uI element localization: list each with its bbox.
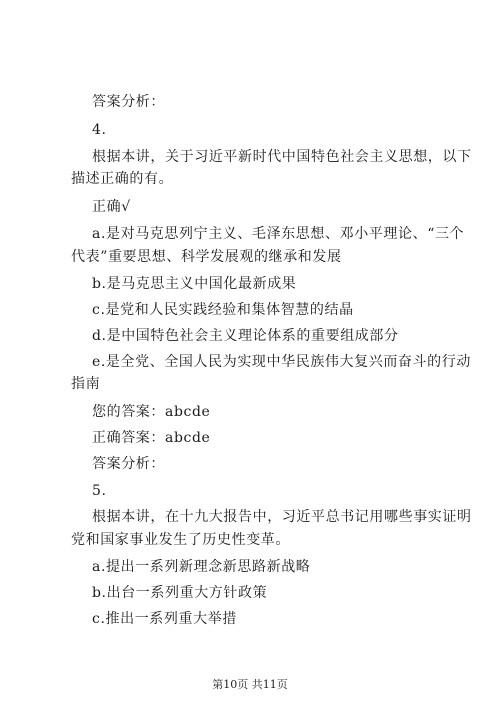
option-e-line-2: 指南 bbox=[71, 376, 101, 392]
option-a-line-1: a.是对马克思列宁主义、毛泽东思想、邓小平理论、“三个 bbox=[92, 226, 465, 242]
question-4-text-line-1: 根据本讲，关于习近平新时代中国特色社会主义思想，以下 bbox=[92, 149, 472, 165]
option-a-line-2: 代表”重要思想、科学发展观的继承和发展 bbox=[71, 249, 342, 265]
option-d: d.是中国特色社会主义理论体系的重要组成部分 bbox=[92, 328, 399, 344]
question-number-5: 5. bbox=[92, 483, 107, 499]
question-number-4: 4. bbox=[92, 122, 107, 138]
q5-option-b: b.出台一系列重大方针政策 bbox=[92, 585, 268, 601]
question-5-text-line-1: 根据本讲，在十九大报告中，习近平总书记用哪些事实证明 bbox=[92, 509, 472, 525]
q5-option-c: c.推出一系列重大举措 bbox=[92, 611, 237, 627]
correct-answer: 正确答案：abcde bbox=[92, 430, 211, 446]
option-e-line-1: e.是全党、全国人民为实现中华民族伟大复兴而奋斗的行动 bbox=[92, 354, 471, 370]
your-answer: 您的答案：abcde bbox=[92, 404, 211, 420]
question-4-text-line-2: 描述正确的有。 bbox=[71, 171, 174, 187]
answer-analysis-label-q3: 答案分析： bbox=[92, 94, 165, 110]
option-c: c.是党和人民实践经验和集体智慧的结晶 bbox=[92, 302, 354, 318]
page-footer: 第10页 共11页 bbox=[212, 678, 288, 691]
question-5-text-line-2: 党和国家事业发生了历史性变革。 bbox=[71, 532, 290, 548]
correct-indicator: 正确√ bbox=[92, 199, 131, 215]
answer-analysis-label-q4: 答案分析： bbox=[92, 456, 165, 472]
q5-option-a: a.提出一系列新理念新思路新战略 bbox=[92, 559, 311, 575]
option-b: b.是马克思主义中国化最新成果 bbox=[92, 276, 297, 292]
